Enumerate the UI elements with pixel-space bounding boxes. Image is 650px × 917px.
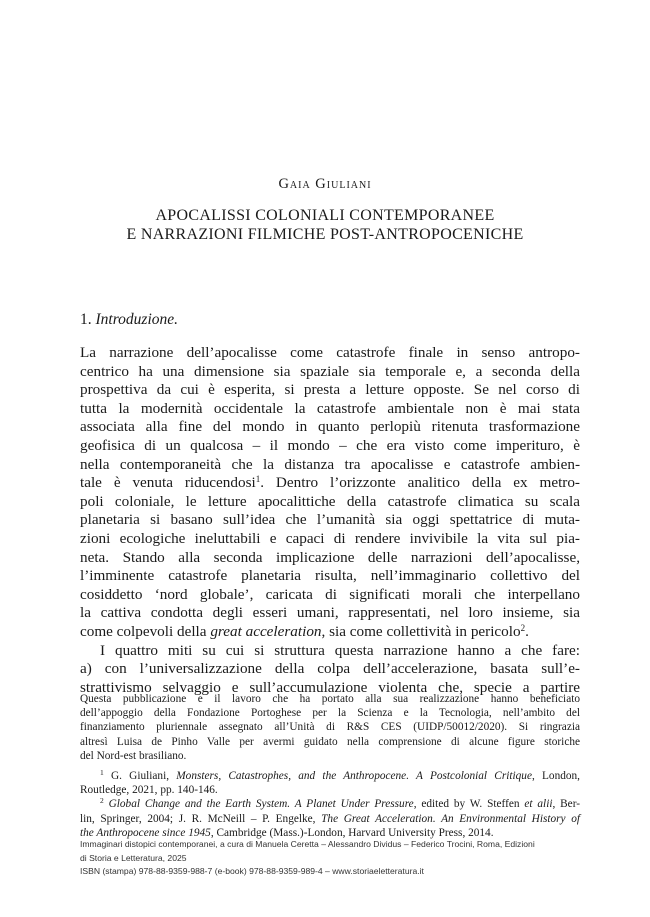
chapter-author: Gaia Giuliani [278,176,372,192]
body-text-run: tale è venuta riducendosi [80,474,256,492]
funding-note-line: del Nord-est brasiliano. [80,749,187,762]
colophon [80,838,580,879]
body-line [80,474,580,493]
body-line: strattivismo selvaggio e sull’accumulazione violenta che, specie a partire [80,678,580,696]
funding-note-line: finanziamento pluriennale assegnato all’Unità di R&S CES (UIDP/50012/2020). Si ringrazia [80,721,580,734]
footnote-number: 2 [100,796,104,806]
colophon-line: di Storia e Letteratura, 2025 [80,852,187,863]
footnote-ref-2[interactable]: 2 [520,622,526,633]
footnote-text: lin, Springer, 2004; J. R. McNeill – P. Engelke, [80,812,322,825]
footnote-text: G. Giuliani, [103,769,177,782]
body-line [80,623,580,642]
body-line: centrico ha una dimensione sia spaziale sia temporale e, a seconda della [80,362,580,380]
chapter-title-line-2: E NARRAZIONI FILMICHE POST-ANTROPOCENICHE [126,226,524,243]
footnote-italic: the Anthropocene since 1945 [80,826,211,839]
footnote-1-cont: Routledge, 2021, pp. 140-146. [80,784,218,797]
footnote-italic: Monsters, Catastrophes, and the Anthropocene. A Postcolonial Critique [176,769,532,782]
funding-note-line: altresì Luisa de Pinho Valle per avermi guidato nella comprensione di alcune figure storiche [80,735,580,748]
body-line: La narrazione dell’apocalisse come catastrofe finale in senso antropo- [80,344,580,361]
footnote-italic: The Great Acceleration. An Environmental History of [321,812,580,825]
chapter-title-line-1: APOCALISSI COLONIALI CONTEMPORANEE [155,207,495,224]
footnote-italic: et alii [524,798,553,811]
body-line: a) con l’universalizzazione della colpa dell’accelerazione, basata sull’e- [80,660,580,678]
body-text-run: come colpevoli della [80,622,211,640]
body-line: tutta la modernità occidentale la catastrofe ambientale non è mai stata [80,399,580,417]
body-text-run: . [525,622,529,640]
footnotes [80,692,580,840]
section-heading [80,311,178,329]
body-line: nella contemporaneità che la distanza tra apocalisse e catastrofe ambien- [80,455,580,473]
chapter-title [60,206,590,244]
body-line: zioni ecologiche ineluttabili e capaci di rendere invivibile la vita sul pia- [80,529,580,547]
footnote-text: , edited by W. Steffen [413,798,525,811]
footnote-ref-1[interactable]: 1 [255,474,261,485]
footnote-1 [80,769,580,783]
body-line: neta. Stando alla seconda implicazione delle narrazioni dell’apocalisse, [80,548,580,566]
italic-term: great acceleration [210,622,322,640]
body-text [80,344,580,697]
footnote-italic: Global Change and the Earth System. A Planet Under Pressure [103,798,414,811]
body-line: la cattiva condotta degli esseri umani, rappresentati, nel loro insieme, sia [80,604,580,622]
body-line: geofisica di un qualcosa – il mondo – che era visto come imperituro, è [80,436,580,454]
funding-note-line: Questa pubblicazione e il lavoro che ha portato alla sua realizzazione hanno beneficiato [80,693,580,705]
body-line: cosiddetto ‘nord globale’, caricata di significati morali che interpellano [80,585,580,603]
body-line: planetaria si basano sull’idea che l’umanità sia oggi spettatrice di muta- [80,511,580,529]
footnote-text: , Cambridge (Mass.)-London, Harvard University Press, 2014. [210,826,494,839]
footnote-text: , Ber- [552,798,580,811]
footnote-text: , London, [531,769,580,782]
body-text-run: , sia come collettività in pericolo [321,622,521,640]
footnote-2-cont [80,812,580,826]
section-label: Introduzione. [95,311,179,328]
body-line: I quattro miti su cui si struttura questa narrazione hanno a che fare: [100,641,580,659]
body-text-run: . Dentro l’orizzonte analitico della ex metro- [260,474,580,492]
body-line: poli coloniale, le letture apocalittiche della catastrofe climatica su scala [80,492,580,510]
footnote-number: 1 [100,767,104,777]
body-line: prospettiva da cui è esperita, si presta a letture opposte. Se nel corso di [80,381,580,399]
funding-note-line: dell’appoggio della Fondazione Portoghese per la Scienza e la Tecnologia, nell’ambito del [80,707,580,720]
body-line: associata alla fine del mondo in quanto perlopiù ritenuta trasformazione [80,418,580,436]
colophon-line: Immaginari distopici contemporanei, a cura di Manuela Ceretta – Alessandro Dividus – Federico Trocini, Roma, Edizioni [80,839,535,849]
footnote-2 [80,797,580,811]
section-number: 1. [80,311,92,328]
colophon-line: ISBN (stampa) 978-88-9359-988-7 (e-book) 978-88-9359-989-4 – www.storiaeletteratura.it [80,866,424,876]
body-line: l’imminente catastrofe planetaria risulta, nell’immaginario collettivo del [80,567,580,585]
